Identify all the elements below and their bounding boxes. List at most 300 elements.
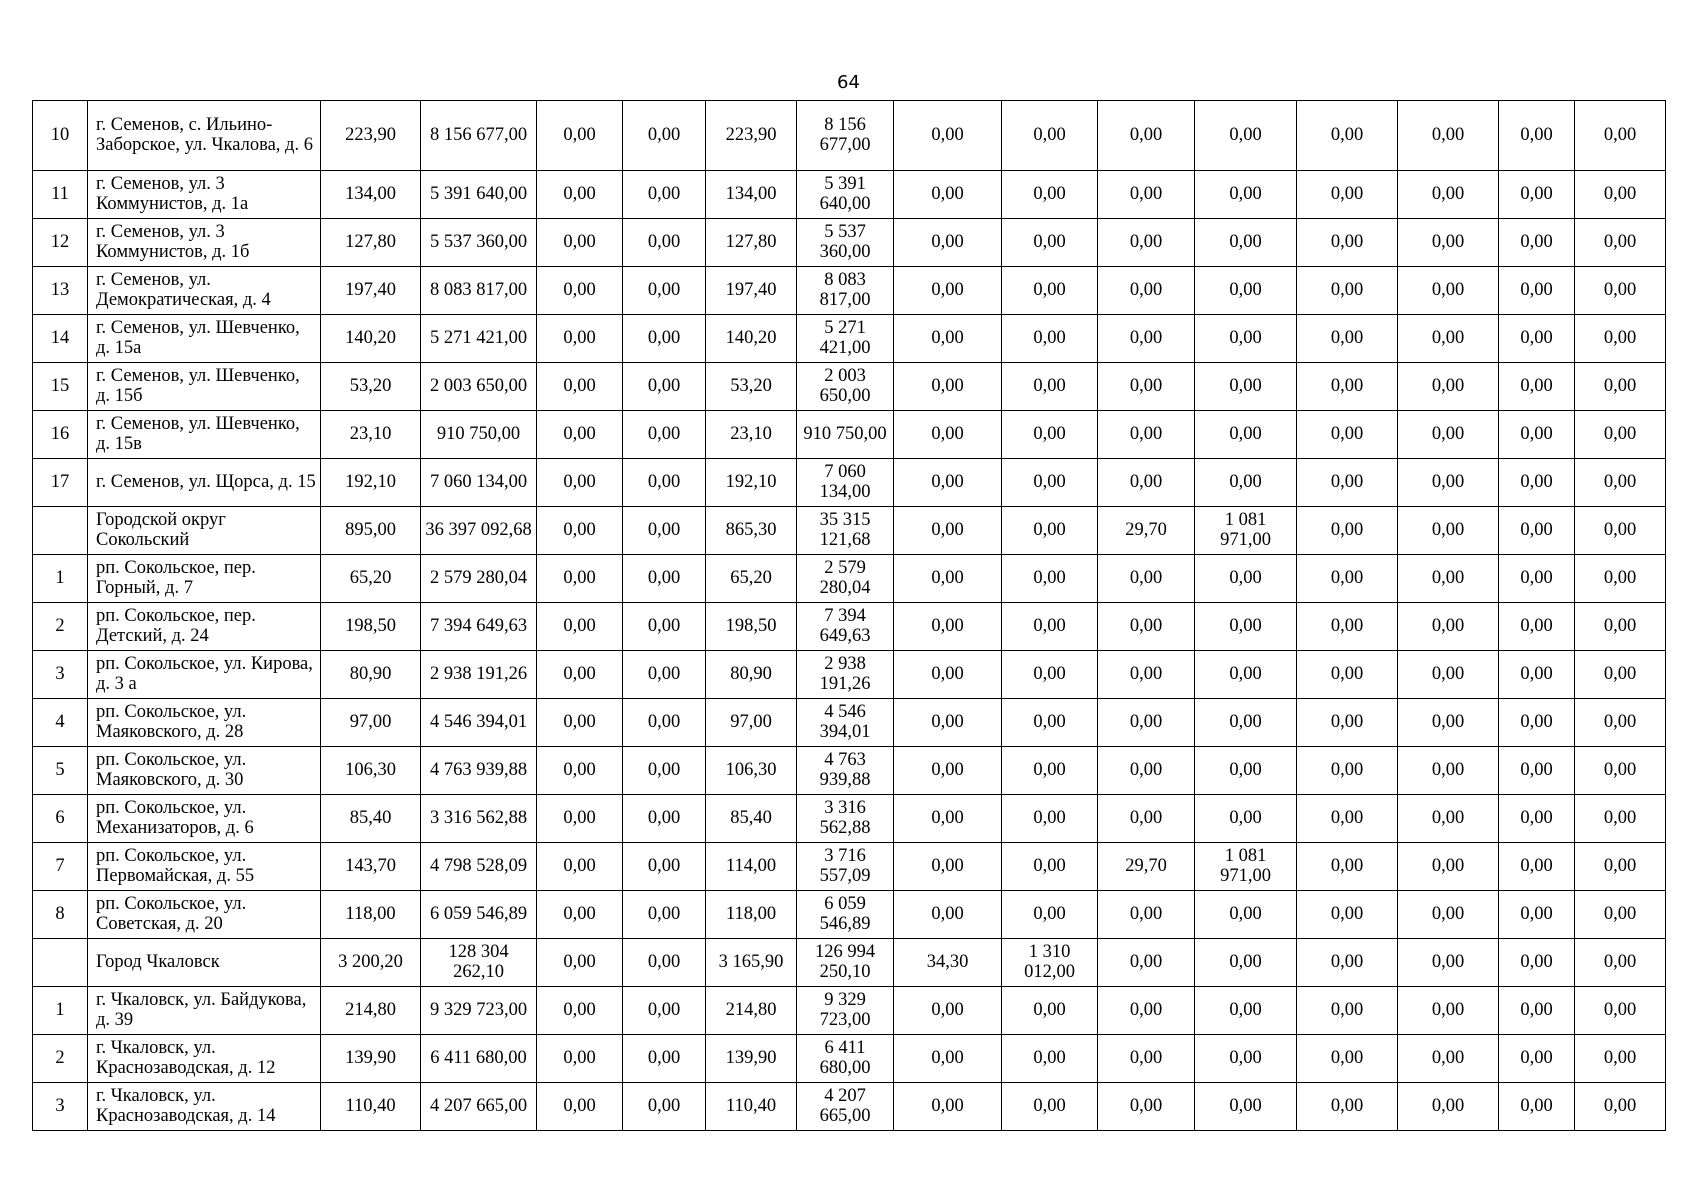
value-cell-c4: 0,00	[623, 507, 706, 555]
value-cell-c6: 4 546 394,01	[797, 699, 894, 747]
row-number-cell	[33, 507, 88, 555]
value-cell-c11: 0,00	[1297, 101, 1398, 171]
value-cell-c5: 97,00	[706, 699, 797, 747]
value-cell-c1: 139,90	[321, 1035, 421, 1083]
value-cell-c5: 139,90	[706, 1035, 797, 1083]
value-cell-c6: 8 156 677,00	[797, 101, 894, 171]
value-cell-c7: 0,00	[894, 171, 1002, 219]
table-row	[33, 363, 1666, 411]
value-cell-c10: 0,00	[1195, 1035, 1297, 1083]
value-cell-c9: 0,00	[1098, 747, 1195, 795]
value-cell-c8: 0,00	[1002, 101, 1098, 171]
value-cell-c13: 0,00	[1499, 219, 1575, 267]
table-row	[33, 1083, 1666, 1131]
row-number-cell: 3	[33, 651, 88, 699]
value-cell-c12: 0,00	[1398, 363, 1499, 411]
value-cell-c6: 4 207 665,00	[797, 1083, 894, 1131]
address-cell: рп. Сокольское, ул. Маяковского, д. 28	[88, 699, 321, 747]
address-cell: рп. Сокольское, пер. Детский, д. 24	[88, 603, 321, 651]
value-cell-c14: 0,00	[1575, 603, 1666, 651]
value-cell-c2: 7 394 649,63	[421, 603, 537, 651]
value-cell-c1: 97,00	[321, 699, 421, 747]
value-cell-c6: 5 271 421,00	[797, 315, 894, 363]
value-cell-c8: 0,00	[1002, 1083, 1098, 1131]
value-cell-c3: 0,00	[537, 459, 623, 507]
value-cell-c12: 0,00	[1398, 747, 1499, 795]
address-cell: г. Чкаловск, ул. Краснозаводская, д. 12	[88, 1035, 321, 1083]
table-row	[33, 101, 1666, 171]
value-cell-c4: 0,00	[623, 219, 706, 267]
row-number-cell: 1	[33, 987, 88, 1035]
value-cell-c1: 143,70	[321, 843, 421, 891]
value-cell-c9: 0,00	[1098, 315, 1195, 363]
value-cell-c7: 0,00	[894, 891, 1002, 939]
page-number: 64	[837, 72, 860, 93]
value-cell-c8: 0,00	[1002, 651, 1098, 699]
table-row	[33, 795, 1666, 843]
value-cell-c3: 0,00	[537, 363, 623, 411]
value-cell-c7: 0,00	[894, 699, 1002, 747]
value-cell-c12: 0,00	[1398, 795, 1499, 843]
value-cell-c2: 4 763 939,88	[421, 747, 537, 795]
value-cell-c6: 5 537 360,00	[797, 219, 894, 267]
address-cell: г. Семенов, ул. Демократическая, д. 4	[88, 267, 321, 315]
value-cell-c11: 0,00	[1297, 843, 1398, 891]
table-row	[33, 699, 1666, 747]
value-cell-c5: 23,10	[706, 411, 797, 459]
value-cell-c12: 0,00	[1398, 987, 1499, 1035]
value-cell-c8: 0,00	[1002, 603, 1098, 651]
row-number-cell: 6	[33, 795, 88, 843]
table-row	[33, 459, 1666, 507]
value-cell-c10: 0,00	[1195, 267, 1297, 315]
value-cell-c9: 0,00	[1098, 219, 1195, 267]
row-number-cell: 7	[33, 843, 88, 891]
value-cell-c11: 0,00	[1297, 555, 1398, 603]
value-cell-c12: 0,00	[1398, 1083, 1499, 1131]
value-cell-c13: 0,00	[1499, 1035, 1575, 1083]
value-cell-c9: 0,00	[1098, 459, 1195, 507]
value-cell-c2: 7 060 134,00	[421, 459, 537, 507]
value-cell-c3: 0,00	[537, 939, 623, 987]
value-cell-c11: 0,00	[1297, 891, 1398, 939]
row-number-cell: 15	[33, 363, 88, 411]
table-row	[33, 411, 1666, 459]
value-cell-c9: 0,00	[1098, 171, 1195, 219]
value-cell-c10: 0,00	[1195, 171, 1297, 219]
value-cell-c7: 0,00	[894, 843, 1002, 891]
value-cell-c2: 5 537 360,00	[421, 219, 537, 267]
value-cell-c3: 0,00	[537, 843, 623, 891]
value-cell-c12: 0,00	[1398, 843, 1499, 891]
value-cell-c6: 4 763 939,88	[797, 747, 894, 795]
value-cell-c2: 4 546 394,01	[421, 699, 537, 747]
value-cell-c1: 23,10	[321, 411, 421, 459]
value-cell-c14: 0,00	[1575, 699, 1666, 747]
row-number-cell	[33, 939, 88, 987]
table-row	[33, 987, 1666, 1035]
value-cell-c14: 0,00	[1575, 411, 1666, 459]
value-cell-c1: 65,20	[321, 555, 421, 603]
value-cell-c11: 0,00	[1297, 795, 1398, 843]
value-cell-c1: 895,00	[321, 507, 421, 555]
value-cell-c4: 0,00	[623, 651, 706, 699]
value-cell-c10: 0,00	[1195, 459, 1297, 507]
value-cell-c3: 0,00	[537, 795, 623, 843]
value-cell-c12: 0,00	[1398, 267, 1499, 315]
value-cell-c1: 214,80	[321, 987, 421, 1035]
value-cell-c14: 0,00	[1575, 315, 1666, 363]
value-cell-c10: 0,00	[1195, 363, 1297, 411]
row-number-cell: 1	[33, 555, 88, 603]
address-cell: г. Семенов, ул. Щорса, д. 15	[88, 459, 321, 507]
value-cell-c1: 198,50	[321, 603, 421, 651]
value-cell-c12: 0,00	[1398, 555, 1499, 603]
value-cell-c3: 0,00	[537, 101, 623, 171]
value-cell-c5: 118,00	[706, 891, 797, 939]
value-cell-c11: 0,00	[1297, 747, 1398, 795]
value-cell-c5: 865,30	[706, 507, 797, 555]
table-row	[33, 843, 1666, 891]
value-cell-c14: 0,00	[1575, 507, 1666, 555]
value-cell-c10: 0,00	[1195, 939, 1297, 987]
table-row	[33, 219, 1666, 267]
value-cell-c14: 0,00	[1575, 651, 1666, 699]
value-cell-c4: 0,00	[623, 315, 706, 363]
value-cell-c4: 0,00	[623, 459, 706, 507]
value-cell-c1: 140,20	[321, 315, 421, 363]
address-cell: г. Семенов, ул. Шевченко, д. 15б	[88, 363, 321, 411]
value-cell-c10: 0,00	[1195, 101, 1297, 171]
value-cell-c7: 0,00	[894, 795, 1002, 843]
value-cell-c11: 0,00	[1297, 651, 1398, 699]
value-cell-c1: 223,90	[321, 101, 421, 171]
value-cell-c1: 197,40	[321, 267, 421, 315]
value-cell-c9: 29,70	[1098, 507, 1195, 555]
address-cell: г. Семенов, ул. Шевченко, д. 15а	[88, 315, 321, 363]
table-body	[33, 101, 1666, 1131]
value-cell-c9: 29,70	[1098, 843, 1195, 891]
value-cell-c8: 0,00	[1002, 315, 1098, 363]
value-cell-c12: 0,00	[1398, 603, 1499, 651]
value-cell-c6: 35 315 121,68	[797, 507, 894, 555]
value-cell-c6: 5 391 640,00	[797, 171, 894, 219]
value-cell-c14: 0,00	[1575, 459, 1666, 507]
value-cell-c6: 910 750,00	[797, 411, 894, 459]
value-cell-c2: 2 003 650,00	[421, 363, 537, 411]
value-cell-c11: 0,00	[1297, 1035, 1398, 1083]
value-cell-c5: 3 165,90	[706, 939, 797, 987]
value-cell-c8: 0,00	[1002, 1035, 1098, 1083]
value-cell-c13: 0,00	[1499, 987, 1575, 1035]
row-number-cell: 8	[33, 891, 88, 939]
value-cell-c6: 7 060 134,00	[797, 459, 894, 507]
value-cell-c6: 7 394 649,63	[797, 603, 894, 651]
value-cell-c10: 0,00	[1195, 411, 1297, 459]
address-cell: рп. Сокольское, ул. Советская, д. 20	[88, 891, 321, 939]
value-cell-c2: 128 304 262,10	[421, 939, 537, 987]
value-cell-c4: 0,00	[623, 939, 706, 987]
value-cell-c3: 0,00	[537, 651, 623, 699]
value-cell-c3: 0,00	[537, 315, 623, 363]
value-cell-c6: 2 938 191,26	[797, 651, 894, 699]
value-cell-c13: 0,00	[1499, 651, 1575, 699]
value-cell-c11: 0,00	[1297, 603, 1398, 651]
value-cell-c7: 0,00	[894, 315, 1002, 363]
row-number-cell: 14	[33, 315, 88, 363]
value-cell-c7: 0,00	[894, 747, 1002, 795]
row-number-cell: 3	[33, 1083, 88, 1131]
value-cell-c8: 0,00	[1002, 507, 1098, 555]
value-cell-c13: 0,00	[1499, 603, 1575, 651]
value-cell-c12: 0,00	[1398, 651, 1499, 699]
value-cell-c9: 0,00	[1098, 267, 1195, 315]
value-cell-c7: 0,00	[894, 267, 1002, 315]
value-cell-c3: 0,00	[537, 267, 623, 315]
value-cell-c6: 6 059 546,89	[797, 891, 894, 939]
value-cell-c1: 106,30	[321, 747, 421, 795]
value-cell-c4: 0,00	[623, 795, 706, 843]
value-cell-c10: 0,00	[1195, 699, 1297, 747]
value-cell-c9: 0,00	[1098, 603, 1195, 651]
value-cell-c11: 0,00	[1297, 987, 1398, 1035]
value-cell-c5: 134,00	[706, 171, 797, 219]
value-cell-c13: 0,00	[1499, 363, 1575, 411]
table-row	[33, 651, 1666, 699]
address-cell: рп. Сокольское, ул. Кирова, д. 3 а	[88, 651, 321, 699]
value-cell-c10: 0,00	[1195, 891, 1297, 939]
value-cell-c12: 0,00	[1398, 507, 1499, 555]
value-cell-c12: 0,00	[1398, 459, 1499, 507]
value-cell-c12: 0,00	[1398, 891, 1499, 939]
value-cell-c9: 0,00	[1098, 1035, 1195, 1083]
value-cell-c10: 0,00	[1195, 219, 1297, 267]
value-cell-c4: 0,00	[623, 891, 706, 939]
value-cell-c4: 0,00	[623, 747, 706, 795]
value-cell-c8: 0,00	[1002, 555, 1098, 603]
value-cell-c8: 0,00	[1002, 363, 1098, 411]
value-cell-c3: 0,00	[537, 747, 623, 795]
value-cell-c7: 0,00	[894, 219, 1002, 267]
value-cell-c11: 0,00	[1297, 507, 1398, 555]
value-cell-c12: 0,00	[1398, 939, 1499, 987]
value-cell-c3: 0,00	[537, 507, 623, 555]
value-cell-c11: 0,00	[1297, 459, 1398, 507]
value-cell-c12: 0,00	[1398, 219, 1499, 267]
address-cell: г. Семенов, с. Ильино-Заборское, ул. Чкалова, д. 6	[88, 101, 321, 171]
value-cell-c9: 0,00	[1098, 363, 1195, 411]
value-cell-c5: 85,40	[706, 795, 797, 843]
value-cell-c8: 0,00	[1002, 891, 1098, 939]
value-cell-c12: 0,00	[1398, 171, 1499, 219]
value-cell-c8: 0,00	[1002, 987, 1098, 1035]
value-cell-c9: 0,00	[1098, 891, 1195, 939]
value-cell-c14: 0,00	[1575, 1083, 1666, 1131]
value-cell-c10: 0,00	[1195, 555, 1297, 603]
value-cell-c2: 8 156 677,00	[421, 101, 537, 171]
value-cell-c5: 140,20	[706, 315, 797, 363]
value-cell-c14: 0,00	[1575, 747, 1666, 795]
value-cell-c3: 0,00	[537, 603, 623, 651]
value-cell-c2: 9 329 723,00	[421, 987, 537, 1035]
address-cell: г. Семенов, ул. 3 Коммунистов, д. 1б	[88, 219, 321, 267]
row-number-cell: 2	[33, 1035, 88, 1083]
value-cell-c6: 8 083 817,00	[797, 267, 894, 315]
address-cell: рп. Сокольское, ул. Маяковского, д. 30	[88, 747, 321, 795]
value-cell-c2: 6 059 546,89	[421, 891, 537, 939]
value-cell-c13: 0,00	[1499, 891, 1575, 939]
value-cell-c9: 0,00	[1098, 1083, 1195, 1131]
value-cell-c13: 0,00	[1499, 843, 1575, 891]
row-number-cell: 4	[33, 699, 88, 747]
value-cell-c8: 0,00	[1002, 843, 1098, 891]
table-row	[33, 171, 1666, 219]
value-cell-c14: 0,00	[1575, 987, 1666, 1035]
value-cell-c2: 5 271 421,00	[421, 315, 537, 363]
value-cell-c9: 0,00	[1098, 939, 1195, 987]
value-cell-c11: 0,00	[1297, 939, 1398, 987]
value-cell-c7: 0,00	[894, 507, 1002, 555]
value-cell-c10: 0,00	[1195, 651, 1297, 699]
value-cell-c3: 0,00	[537, 411, 623, 459]
value-cell-c10: 1 081 971,00	[1195, 843, 1297, 891]
value-cell-c4: 0,00	[623, 843, 706, 891]
value-cell-c7: 34,30	[894, 939, 1002, 987]
row-number-cell: 16	[33, 411, 88, 459]
value-cell-c5: 53,20	[706, 363, 797, 411]
value-cell-c9: 0,00	[1098, 987, 1195, 1035]
value-cell-c14: 0,00	[1575, 555, 1666, 603]
table-row	[33, 747, 1666, 795]
value-cell-c3: 0,00	[537, 219, 623, 267]
value-cell-c13: 0,00	[1499, 1083, 1575, 1131]
address-cell: рп. Сокольское, ул. Механизаторов, д. 6	[88, 795, 321, 843]
value-cell-c5: 110,40	[706, 1083, 797, 1131]
value-cell-c11: 0,00	[1297, 411, 1398, 459]
value-cell-c13: 0,00	[1499, 267, 1575, 315]
value-cell-c1: 53,20	[321, 363, 421, 411]
value-cell-c5: 197,40	[706, 267, 797, 315]
value-cell-c7: 0,00	[894, 101, 1002, 171]
value-cell-c9: 0,00	[1098, 411, 1195, 459]
value-cell-c1: 110,40	[321, 1083, 421, 1131]
value-cell-c7: 0,00	[894, 651, 1002, 699]
value-cell-c8: 0,00	[1002, 795, 1098, 843]
value-cell-c13: 0,00	[1499, 555, 1575, 603]
value-cell-c9: 0,00	[1098, 699, 1195, 747]
table-row	[33, 267, 1666, 315]
row-number-cell: 2	[33, 603, 88, 651]
value-cell-c8: 0,00	[1002, 171, 1098, 219]
value-cell-c11: 0,00	[1297, 171, 1398, 219]
value-cell-c7: 0,00	[894, 459, 1002, 507]
value-cell-c5: 114,00	[706, 843, 797, 891]
value-cell-c3: 0,00	[537, 699, 623, 747]
value-cell-c14: 0,00	[1575, 891, 1666, 939]
value-cell-c11: 0,00	[1297, 699, 1398, 747]
value-cell-c13: 0,00	[1499, 699, 1575, 747]
value-cell-c3: 0,00	[537, 1035, 623, 1083]
value-cell-c14: 0,00	[1575, 171, 1666, 219]
address-cell: Город Чкаловск	[88, 939, 321, 987]
value-cell-c10: 0,00	[1195, 315, 1297, 363]
value-cell-c6: 126 994 250,10	[797, 939, 894, 987]
value-cell-c6: 6 411 680,00	[797, 1035, 894, 1083]
value-cell-c8: 0,00	[1002, 267, 1098, 315]
value-cell-c7: 0,00	[894, 987, 1002, 1035]
value-cell-c13: 0,00	[1499, 507, 1575, 555]
value-cell-c1: 80,90	[321, 651, 421, 699]
value-cell-c3: 0,00	[537, 555, 623, 603]
value-cell-c5: 198,50	[706, 603, 797, 651]
value-cell-c14: 0,00	[1575, 939, 1666, 987]
value-cell-c2: 2 579 280,04	[421, 555, 537, 603]
value-cell-c7: 0,00	[894, 363, 1002, 411]
value-cell-c10: 0,00	[1195, 747, 1297, 795]
value-cell-c5: 223,90	[706, 101, 797, 171]
value-cell-c4: 0,00	[623, 171, 706, 219]
address-cell: Городской округ Сокольский	[88, 507, 321, 555]
value-cell-c13: 0,00	[1499, 459, 1575, 507]
value-cell-c1: 127,80	[321, 219, 421, 267]
table-row	[33, 1035, 1666, 1083]
value-cell-c8: 0,00	[1002, 411, 1098, 459]
value-cell-c4: 0,00	[623, 987, 706, 1035]
value-cell-c5: 80,90	[706, 651, 797, 699]
value-cell-c6: 3 716 557,09	[797, 843, 894, 891]
value-cell-c14: 0,00	[1575, 267, 1666, 315]
table-row	[33, 315, 1666, 363]
address-cell: г. Семенов, ул. 3 Коммунистов, д. 1а	[88, 171, 321, 219]
value-cell-c12: 0,00	[1398, 1035, 1499, 1083]
value-cell-c5: 65,20	[706, 555, 797, 603]
value-cell-c13: 0,00	[1499, 171, 1575, 219]
address-cell: г. Чкаловск, ул. Краснозаводская, д. 14	[88, 1083, 321, 1131]
value-cell-c13: 0,00	[1499, 795, 1575, 843]
value-cell-c8: 0,00	[1002, 699, 1098, 747]
value-cell-c2: 3 316 562,88	[421, 795, 537, 843]
table-row	[33, 891, 1666, 939]
value-cell-c12: 0,00	[1398, 699, 1499, 747]
value-cell-c12: 0,00	[1398, 315, 1499, 363]
value-cell-c9: 0,00	[1098, 651, 1195, 699]
value-cell-c9: 0,00	[1098, 795, 1195, 843]
row-number-cell: 10	[33, 101, 88, 171]
value-cell-c14: 0,00	[1575, 219, 1666, 267]
value-cell-c1: 118,00	[321, 891, 421, 939]
address-cell: рп. Сокольское, ул. Первомайская, д. 55	[88, 843, 321, 891]
value-cell-c10: 0,00	[1195, 795, 1297, 843]
value-cell-c7: 0,00	[894, 1083, 1002, 1131]
row-number-cell: 13	[33, 267, 88, 315]
value-cell-c2: 2 938 191,26	[421, 651, 537, 699]
value-cell-c3: 0,00	[537, 891, 623, 939]
value-cell-c4: 0,00	[623, 603, 706, 651]
value-cell-c2: 4 207 665,00	[421, 1083, 537, 1131]
value-cell-c11: 0,00	[1297, 315, 1398, 363]
value-cell-c14: 0,00	[1575, 1035, 1666, 1083]
value-cell-c13: 0,00	[1499, 939, 1575, 987]
value-cell-c7: 0,00	[894, 603, 1002, 651]
table-row	[33, 603, 1666, 651]
value-cell-c8: 0,00	[1002, 459, 1098, 507]
value-cell-c3: 0,00	[537, 171, 623, 219]
value-cell-c1: 134,00	[321, 171, 421, 219]
value-cell-c10: 0,00	[1195, 603, 1297, 651]
value-cell-c4: 0,00	[623, 363, 706, 411]
value-cell-c4: 0,00	[623, 1035, 706, 1083]
value-cell-c13: 0,00	[1499, 315, 1575, 363]
